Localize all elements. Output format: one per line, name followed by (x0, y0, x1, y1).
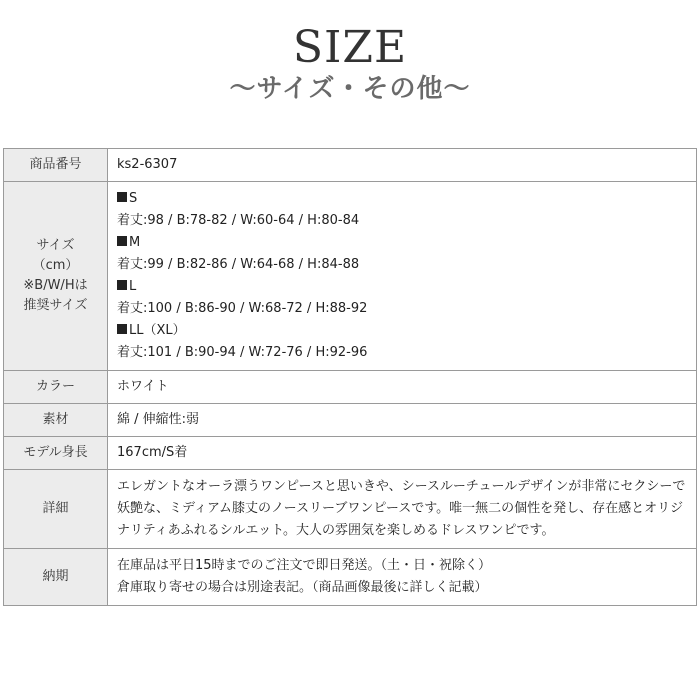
size-label-line: 推奨サイズ (23, 298, 88, 313)
size-entry-l-measure: 着丈:100 / B:86-90 / W:68-72 / H:88-92 (117, 301, 368, 316)
size-name: L (129, 279, 137, 294)
size-name: S (129, 191, 138, 206)
table-row-material (4, 404, 697, 437)
color-label: カラー (4, 371, 108, 404)
product-number-label: 商品番号 (4, 149, 108, 182)
size-entry-ll-heading (117, 320, 690, 342)
table-row-details (4, 470, 697, 549)
color-value: ホワイト (108, 371, 697, 404)
delivery-line: 在庫品は平日15時までのご注文で即日発送。（土・日・祝除く） (117, 558, 492, 573)
table-row-product-number (4, 149, 697, 182)
size-value (108, 182, 697, 371)
size-label-line: サイズ (36, 238, 75, 253)
size-entry-s-heading (117, 188, 690, 210)
delivery-value (108, 549, 697, 606)
spec-table (3, 148, 697, 606)
size-name: M (129, 235, 141, 250)
table-row-size (4, 182, 697, 371)
material-value: 綿 / 伸縮性:弱 (108, 404, 697, 437)
square-bullet-icon (117, 192, 127, 202)
details-value: エレガントなオーラ漂うワンピースと思いきや、シースルーチュールデザインが非常にセクシーで妖艶な、ミディアム膝丈のノースリーブワンピースです。唯一無二の個性を発し、存在感とオリジナリティあふれるシルエット。大人の雰囲気を楽しめるドレスワンピです。 (108, 470, 697, 549)
size-name: LL（XL） (129, 323, 186, 338)
delivery-line: 倉庫取り寄せの場合は別途表記。（商品画像最後に詳しく記載） (117, 580, 488, 595)
size-entry-ll-measure: 着丈:101 / B:90-94 / W:72-76 / H:92-96 (117, 345, 368, 360)
model-height-value: 167cm/S着 (108, 437, 697, 470)
size-label-line: （cm） (32, 258, 79, 273)
page-subtitle: ～サイズ・その他～ (229, 74, 471, 104)
size-entry-s-measure: 着丈:98 / B:78-82 / W:60-64 / H:80-84 (117, 213, 360, 228)
square-bullet-icon (117, 324, 127, 334)
page-title: SIZE (292, 22, 408, 73)
square-bullet-icon (117, 280, 127, 290)
size-entry-l-heading (117, 276, 690, 298)
details-label: 詳細 (4, 470, 108, 549)
square-bullet-icon (117, 236, 127, 246)
table-row-delivery (4, 549, 697, 606)
material-label: 素材 (4, 404, 108, 437)
size-label (4, 182, 108, 371)
model-height-label: モデル身長 (4, 437, 108, 470)
table-row-color (4, 371, 697, 404)
table-row-model-height (4, 437, 697, 470)
delivery-label: 納期 (4, 549, 108, 606)
size-entry-m-heading (117, 232, 690, 254)
size-label-line: ※B/W/Hは (23, 278, 88, 293)
product-number-value: ks2-6307 (108, 149, 697, 182)
size-entry-m-measure: 着丈:99 / B:82-86 / W:64-68 / H:84-88 (117, 257, 360, 272)
